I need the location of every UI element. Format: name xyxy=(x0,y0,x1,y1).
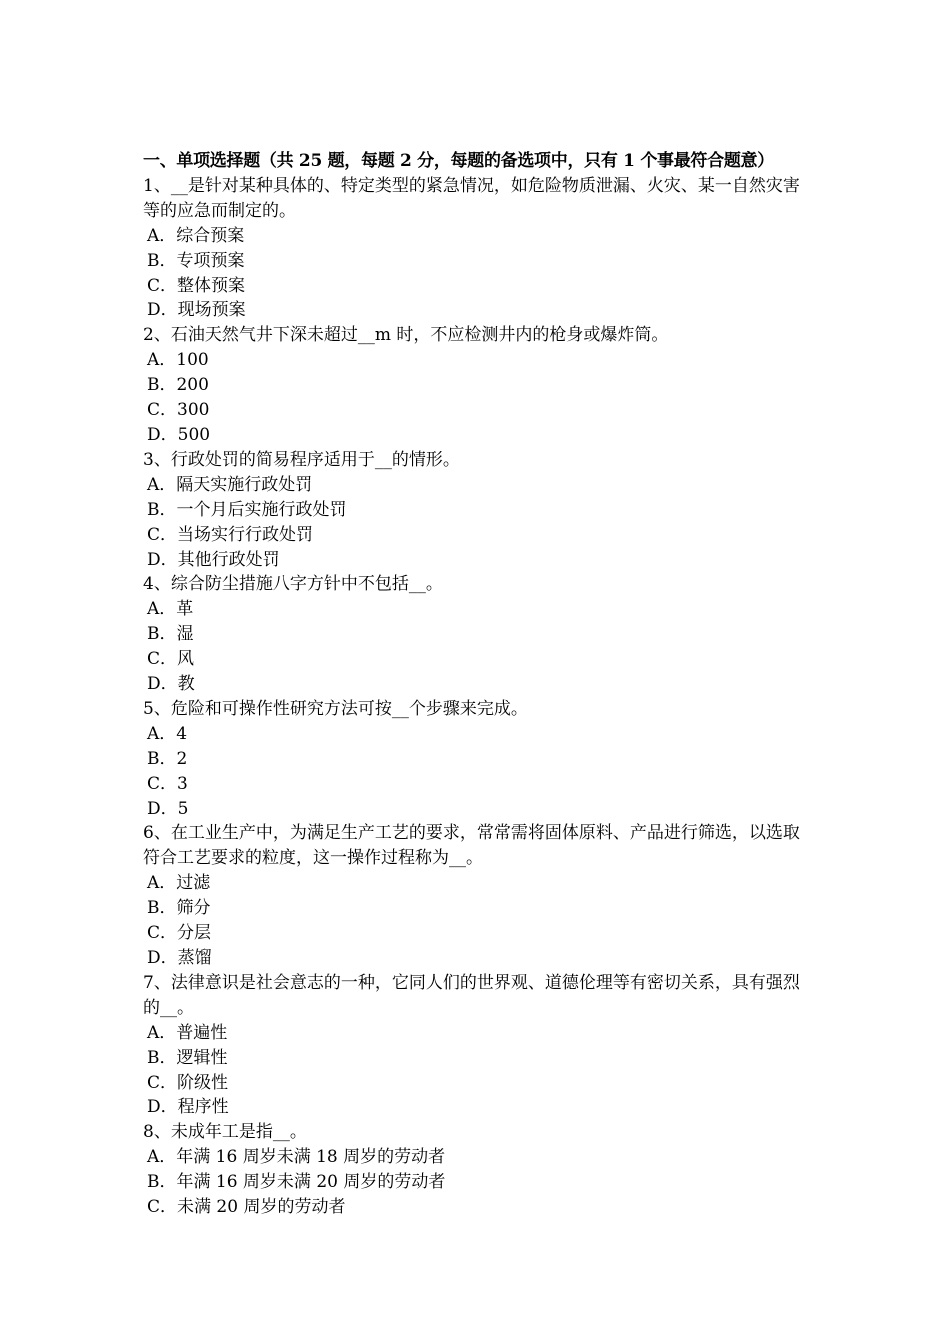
answer-option: C．阶级性 xyxy=(147,1072,229,1093)
question-block xyxy=(143,697,813,822)
question-stem: 4、综合防尘措施八字方针中不包括__。 xyxy=(143,574,443,595)
answer-option: B．筛分 xyxy=(147,898,211,919)
answer-option: A．过滤 xyxy=(147,873,211,894)
answer-option: D．教 xyxy=(147,674,195,695)
question-block xyxy=(143,448,813,573)
question-stem: 7、法律意识是社会意志的一种，它同人们的世界观、道德伦理等有密切关系，具有强烈的__。 xyxy=(143,972,800,1018)
question-block xyxy=(143,1120,813,1220)
answer-option: A．100 xyxy=(147,350,209,371)
question-stem: 5、危险和可操作性研究方法可按__个步骤来完成。 xyxy=(143,698,528,719)
question-list xyxy=(143,174,813,1220)
answer-option: A．革 xyxy=(147,599,194,620)
question-block xyxy=(143,174,813,323)
document-page xyxy=(143,149,813,1220)
question-stem: 1、__是针对某种具体的、特定类型的紧急情况，如危险物质泄漏、火灾、某一自然灾害等的应急而制定的。 xyxy=(143,175,800,221)
answer-option: A．年满 16 周岁未满 18 周岁的劳动者 xyxy=(147,1147,446,1168)
answer-option: A．4 xyxy=(147,723,188,744)
question-stem: 8、未成年工是指__。 xyxy=(143,1122,307,1143)
answer-option: C．整体预案 xyxy=(147,275,246,296)
answer-option: C．未满 20 周岁的劳动者 xyxy=(147,1197,346,1218)
answer-option: B．逻辑性 xyxy=(147,1047,228,1068)
answer-option: C．分层 xyxy=(147,923,212,944)
answer-option: C．当场实行行政处罚 xyxy=(147,524,314,545)
question-stem: 2、石油天然气井下深未超过__m 时，不应检测井内的枪身或爆炸筒。 xyxy=(143,325,669,346)
answer-option: C．3 xyxy=(147,773,188,794)
answer-option: A．综合预案 xyxy=(147,225,245,246)
answer-option: D．蒸馏 xyxy=(147,948,212,968)
answer-option: D．其他行政处罚 xyxy=(147,549,280,570)
answer-option: C．300 xyxy=(147,400,210,421)
answer-option: A．普遍性 xyxy=(147,1022,228,1043)
answer-option: B．一个月后实施行政处罚 xyxy=(147,499,347,520)
answer-option: D．500 xyxy=(147,424,211,445)
answer-option: A．隔天实施行政处罚 xyxy=(147,474,313,495)
question-block xyxy=(143,971,813,1120)
answer-option: B．200 xyxy=(147,375,209,396)
question-block xyxy=(143,323,813,448)
section-heading: 一、单项选择题（共 25 题，每题 2 分，每题的备选项中，只有 1 个事最符合题意） xyxy=(143,151,774,171)
answer-option: B．2 xyxy=(147,748,188,769)
question-stem: 6、在工业生产中，为满足生产工艺的要求，常常需将固体原料、产品进行筛选，以选取符合工艺要求的粒度，这一操作过程称为__。 xyxy=(143,823,800,869)
question-stem: 3、行政处罚的简易程序适用于__的情形。 xyxy=(143,449,460,470)
answer-option: B．年满 16 周岁未满 20 周岁的劳动者 xyxy=(147,1172,446,1193)
answer-option: C．风 xyxy=(147,649,195,670)
answer-option: D．5 xyxy=(147,798,189,819)
question-block xyxy=(143,572,813,697)
question-block xyxy=(143,821,813,970)
answer-option: B．湿 xyxy=(147,624,194,645)
answer-option: B．专项预案 xyxy=(147,250,245,271)
answer-option: D．现场预案 xyxy=(147,300,246,321)
answer-option: D．程序性 xyxy=(147,1097,229,1118)
